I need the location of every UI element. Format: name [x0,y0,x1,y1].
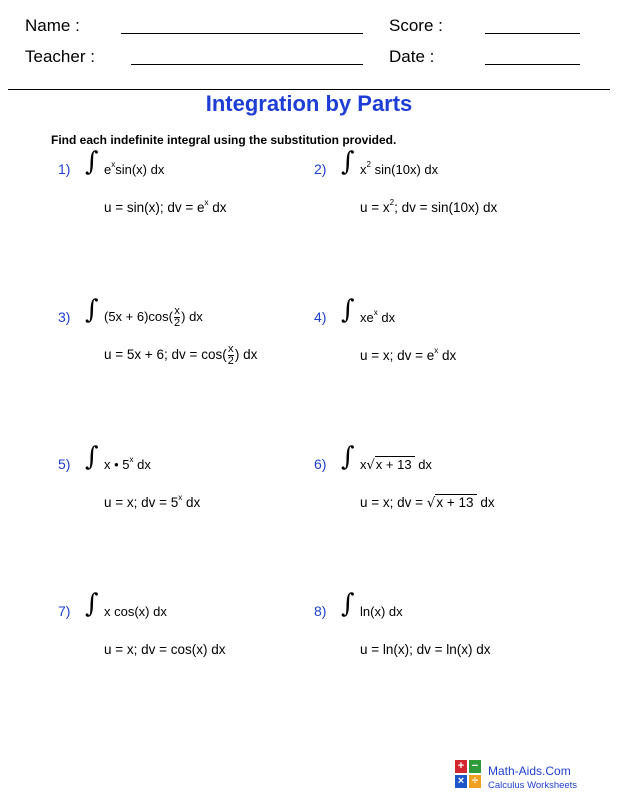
integrand: $x^2$ sin(10x) dx [360,160,439,177]
integral-symbol: ∫ [85,295,99,325]
fraction: $\frac{x}{2}$ [227,343,234,367]
substitution: $u = x^2$; dv = sin(10x) dx [360,198,498,215]
date-line[interactable] [485,64,580,65]
substitution: u = x; dv = cos(x) dx [104,642,226,657]
substitution: u = x; dv = $5^x$ dx [104,493,201,510]
integral-symbol: ∫ [341,295,355,325]
brand-subtitle: Calculus Worksheets [488,780,578,791]
integral-symbol: ∫ [85,147,99,177]
score-label: Score : [389,16,443,35]
problem-number: 8) [314,603,327,619]
integral-symbol: ∫ [85,442,99,472]
math-aids-logo-icon [455,760,481,788]
substitution: u = 5x + 6; dv = cos( $\frac{x}{2}$ ) dx [104,343,258,367]
problem-number: 1) [58,161,71,177]
integrand: (5x + 6)cos( $\frac{x}{2}$ ) dx [104,305,203,329]
substitution: u = x; dv = $e^x$ dx [360,346,457,363]
name-label: Name : [25,16,80,35]
page-title: Integration by Parts [205,91,413,116]
minus-icon: − [469,760,481,773]
integrand: x√x + 13 dx [360,457,432,473]
problem-number: 5) [58,456,71,472]
problem-number: 6) [314,456,327,472]
name-line[interactable] [121,33,363,34]
problem-number: 4) [314,309,327,325]
integrand: ln(x) dx [360,604,403,619]
teacher-line[interactable] [131,64,363,65]
substitution: u = ln(x); dv = ln(x) dx [360,642,491,657]
fraction: $\frac{x}{2}$ [174,305,181,329]
substitution: u = sin(x); dv = $e^x$ dx [104,198,227,215]
integral-symbol: ∫ [341,589,355,619]
header-divider [8,89,610,90]
divide-icon: ÷ [469,775,481,788]
integral-symbol: ∫ [341,442,355,472]
substitution: u = x; dv = √x + 13 dx [360,495,495,511]
integrand: $e^x\sin(x)$ dx [104,160,165,177]
score-line[interactable] [485,33,580,34]
plus-icon: + [455,760,467,773]
date-label: Date : [389,47,435,66]
teacher-label: Teacher : [25,47,95,66]
integrand: x cos(x) dx [104,604,167,619]
integral-symbol: ∫ [85,589,99,619]
integrand: x • 5$^x$ dx [104,455,151,472]
problem-number: 7) [58,603,71,619]
problem-number: 2) [314,161,327,177]
problem-number: 3) [58,309,71,325]
integral-symbol: ∫ [341,147,355,177]
integrand: $xe^x$ dx [360,308,396,325]
times-icon: × [455,775,467,788]
brand-link[interactable]: Math-Aids.Com [488,764,571,778]
instructions: Find each indefinite integral using the substitution provided. [51,133,397,147]
